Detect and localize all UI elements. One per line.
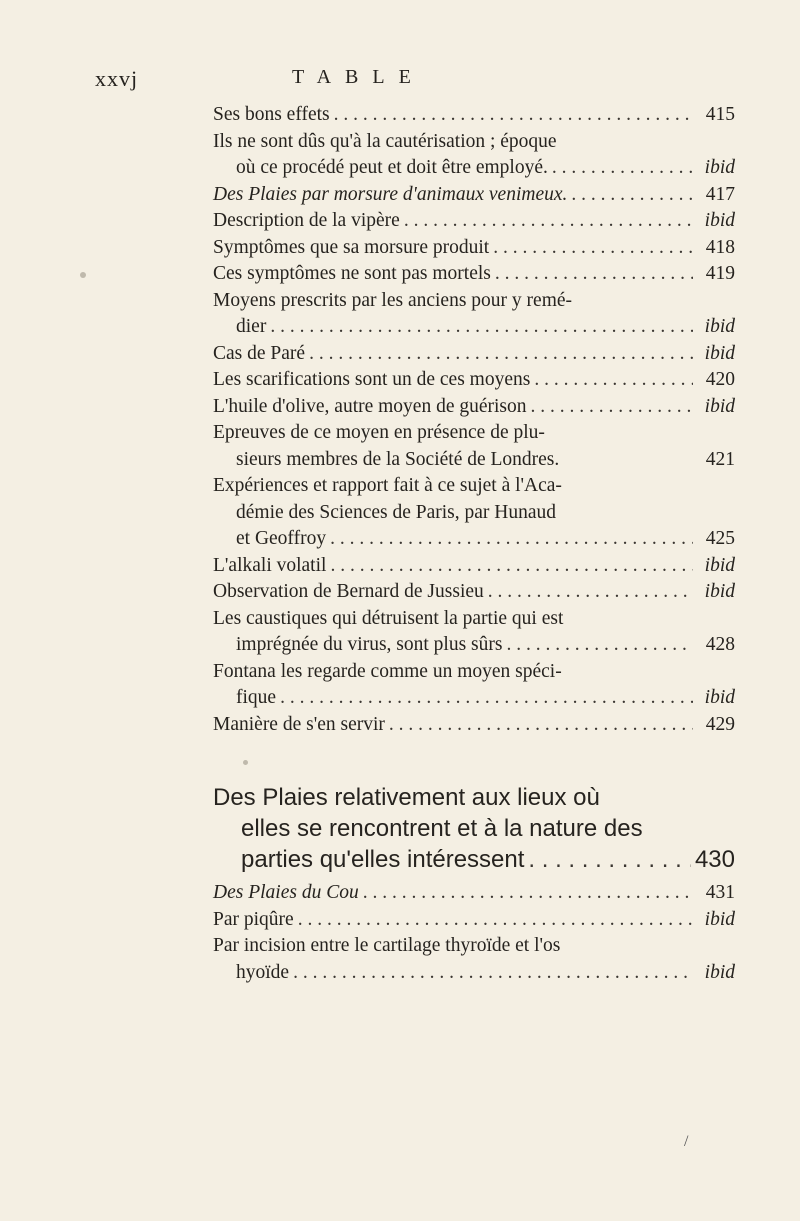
dot-leader [330, 526, 693, 553]
dot-leader [334, 102, 693, 129]
dot-leader [389, 712, 693, 739]
dot-leader [534, 367, 693, 394]
dot-leader [309, 341, 693, 368]
header-title: TABLE [292, 66, 425, 88]
margin-mark: / [684, 1133, 689, 1150]
toc-entry-page: 428 [705, 634, 735, 655]
toc-entry-page: ibid [704, 908, 735, 930]
toc-entry-text: Symptômes que sa morsure produit [213, 236, 490, 258]
toc-entry-text: hyoïde [236, 961, 290, 983]
toc-entry-text: Description de la vipère [213, 210, 400, 231]
dot-leader [280, 685, 693, 712]
toc-entry-page: 421 [705, 448, 735, 470]
toc-entry-text: Moyens prescrits par les anciens pour y remé- [213, 289, 573, 311]
toc-entry-text: Par incision entre le cartilage thyroïde et l'os [213, 935, 561, 956]
section-heading-page: 430 [694, 846, 735, 873]
dot-leader [495, 261, 693, 288]
table-of-contents [213, 102, 735, 738]
header-page-number: xxvj [95, 66, 139, 91]
toc-entry [213, 659, 735, 712]
toc-entry-text: où ce procédé peut et doit être employé. [236, 157, 548, 178]
running-header [95, 66, 715, 96]
toc-entry [213, 606, 735, 659]
toc-entry-text: Cas de Paré [213, 342, 306, 364]
toc-entry-page: 429 [705, 713, 735, 735]
toc-entry-text: Observation de Bernard de Jussieu [213, 581, 484, 602]
dot-leader [552, 155, 693, 182]
toc-entry [213, 367, 735, 394]
dot-leader [488, 579, 693, 606]
toc-entry [213, 261, 735, 288]
dot-leader [531, 394, 693, 421]
toc-entry-text: Les scarifications sont un de ces moyens [213, 369, 531, 390]
toc-entry-text: Les caustiques qui détruisent la partie qui est [213, 607, 564, 629]
toc-entry [213, 182, 735, 209]
dot-leader [293, 960, 693, 987]
toc-entry [213, 288, 735, 341]
toc-entry-text: L'alkali volatil [213, 554, 327, 576]
dot-leader [270, 314, 693, 341]
section-heading-text: Des Plaies relativement aux lieux où [213, 784, 600, 811]
table-of-contents-continued [213, 880, 735, 986]
dot-leader [363, 880, 693, 907]
toc-entry [213, 102, 735, 129]
toc-entry-text: Fontana les regarde comme un moyen spéci- [213, 660, 562, 682]
toc-entry-text: dier [236, 316, 267, 337]
dot-leader [330, 553, 693, 580]
toc-entry-text: L'huile d'olive, autre moyen de guérison [213, 395, 527, 417]
section-heading-text: parties qu'elles intéressent [241, 846, 525, 873]
dot-leader [404, 208, 693, 235]
toc-entry-page: ibid [704, 687, 735, 708]
toc-entry-text: Ces symptômes ne sont pas mortels [213, 263, 491, 284]
toc-entry-text: Par piqûre [213, 908, 294, 930]
toc-entry-text: Des Plaies par morsure d'animaux venimeux. [213, 183, 568, 205]
paper-stain [80, 272, 86, 278]
toc-entry [213, 907, 735, 934]
toc-entry-page: 431 [705, 882, 735, 903]
toc-entry-text: sieurs membres de la Société de Londres. [236, 448, 560, 470]
dot-leader [506, 632, 693, 659]
toc-entry-page: ibid [704, 342, 735, 364]
toc-entry [213, 394, 735, 421]
toc-entry-text: Expériences et rapport fait à ce sujet à l'Aca- [213, 475, 562, 496]
toc-entry-text: Ses bons effets [213, 104, 330, 125]
toc-entry [213, 235, 735, 262]
toc-entry-text: fique [236, 687, 277, 708]
toc-entry-text: Des Plaies du Cou [213, 882, 359, 903]
toc-entry-text: imprégnée du virus, sont plus sûrs [236, 634, 503, 655]
toc-entry [213, 420, 735, 473]
toc-entry-text: démie des Sciences de Paris, par Hunaud [236, 501, 557, 523]
toc-entry-page: ibid [704, 157, 735, 178]
toc-entry-page: 415 [705, 104, 735, 125]
toc-entry [213, 208, 735, 235]
paper-stain [243, 760, 248, 765]
toc-entry-text: et Geoffroy [236, 528, 327, 549]
toc-entry [213, 712, 735, 739]
dot-leader [298, 907, 693, 934]
toc-entry-text: Manière de s'en servir [213, 713, 385, 735]
dot-leader [493, 235, 693, 262]
toc-entry-text: Ils ne sont dûs qu'à la cautérisation ; époque [213, 130, 557, 152]
dot-leader [571, 182, 693, 209]
toc-entry [213, 880, 735, 907]
toc-entry-page: ibid [704, 210, 735, 231]
toc-entry-page: ibid [704, 316, 735, 337]
dot-leader [528, 844, 691, 875]
toc-entry-page: ibid [704, 554, 735, 576]
toc-entry-page: ibid [704, 581, 735, 602]
toc-entry-page: 419 [705, 263, 735, 284]
toc-entry [213, 579, 735, 606]
toc-entry [213, 129, 735, 182]
section-heading [213, 782, 735, 875]
toc-entry-text: Epreuves de ce moyen en présence de plu- [213, 422, 545, 443]
toc-entry-page: 425 [705, 528, 735, 549]
toc-entry-page: ibid [704, 395, 735, 417]
toc-entry-page: ibid [704, 961, 735, 983]
toc-entry-page: 417 [705, 183, 735, 205]
toc-entry [213, 933, 735, 986]
toc-entry [213, 341, 735, 368]
toc-entry-page: 418 [705, 236, 735, 258]
toc-entry [213, 473, 735, 553]
toc-entry-page: 420 [705, 369, 735, 390]
section-heading-text: elles se rencontrent et à la nature des [241, 815, 643, 842]
toc-entry [213, 553, 735, 580]
